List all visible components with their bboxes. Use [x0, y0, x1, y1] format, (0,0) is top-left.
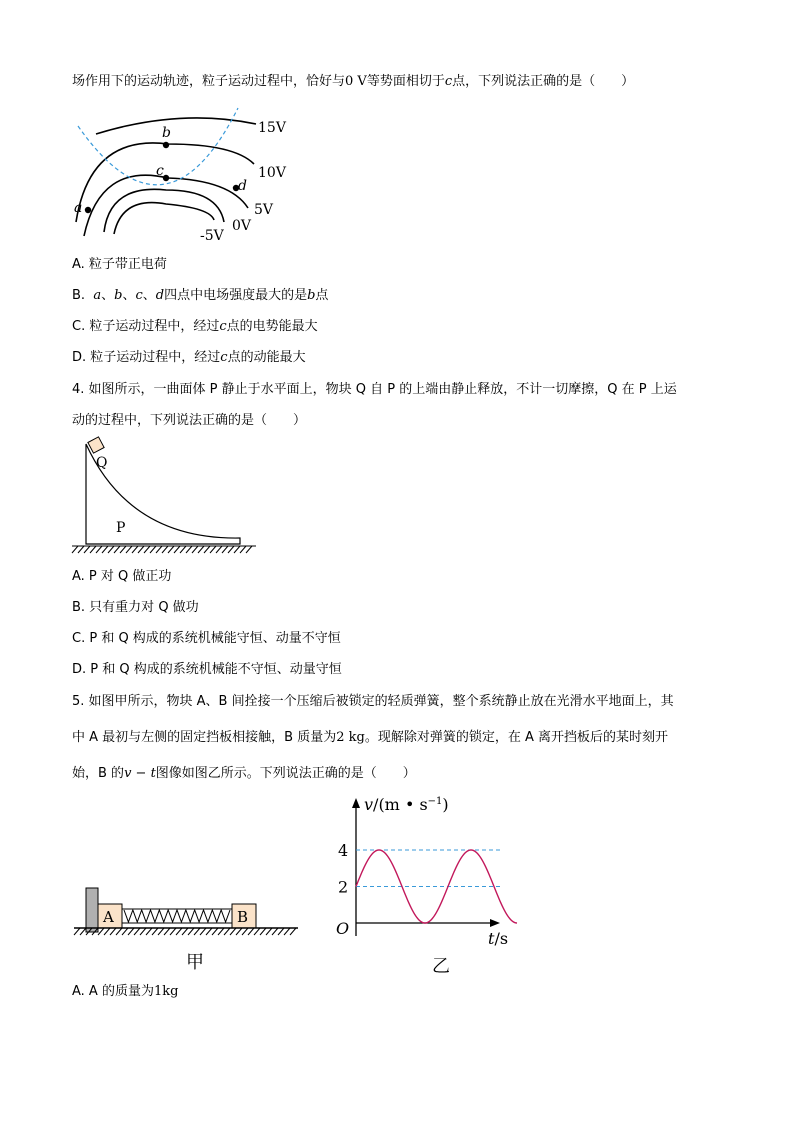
hatch-mark [182, 928, 188, 935]
hatch-mark [254, 928, 260, 935]
q5-option-a: A. A 的质量为1kg [72, 984, 179, 999]
hatch-mark [210, 546, 216, 553]
y-axis-label: v/(m • $s^{-1}$) [364, 795, 449, 814]
hatch-mark [266, 928, 272, 935]
hatch-mark [278, 928, 284, 935]
hatch-mark [104, 928, 110, 935]
x-axis-arrow [490, 919, 500, 927]
q5-stem-line2: 中 A 最初与左侧的固定挡板相接触，B 质量为2 kg。现解除对弹簧的锁定，在 A 离开挡板后的某时刻开 [72, 730, 668, 745]
hatch-mark [98, 928, 104, 935]
fixed-wall [86, 888, 98, 932]
hatch-mark [128, 928, 134, 935]
hatch-mark [152, 928, 158, 935]
q5-stem-line3: 始，B 的v − t图像如图乙所示。下列说法正确的是（ ） [72, 766, 416, 781]
hatch-mark [164, 928, 170, 935]
spring-system-figure [72, 880, 302, 975]
hatch-mark [138, 546, 144, 553]
label-block-a: A [103, 908, 114, 926]
hatch-mark [158, 928, 164, 935]
hatch-mark [206, 928, 212, 935]
hatch-mark [134, 928, 140, 935]
hatch-mark [74, 928, 80, 935]
hatch-mark [80, 928, 86, 935]
hatch-mark [216, 546, 222, 553]
equipotential-m5v [114, 203, 214, 234]
hatch-mark [110, 928, 116, 935]
hatch-mark [224, 928, 230, 935]
hatch-mark [200, 928, 206, 935]
hatch-mark [230, 928, 236, 935]
q3-option-a: A. 粒子带正电荷 [72, 257, 167, 272]
hatch-mark [248, 928, 254, 935]
q3-option-c: C. 粒子运动过程中，经过c点的电势能最大 [72, 319, 318, 334]
equipotential-10v [76, 143, 254, 222]
hatch-mark [188, 928, 194, 935]
tick-label-2: 2 [338, 877, 349, 897]
hatch-mark [122, 928, 128, 935]
hatch-mark [212, 928, 218, 935]
hatch-mark [108, 546, 114, 553]
hatch-mark [156, 546, 162, 553]
label-p: P [116, 520, 126, 536]
equipotential-5v [84, 175, 248, 236]
label-b: b [162, 125, 171, 141]
block-q [88, 437, 104, 453]
hatch-mark [120, 546, 126, 553]
hatch-mark [186, 546, 192, 553]
hatch-mark [90, 546, 96, 553]
equipotential-figure [70, 104, 300, 244]
hatch-mark [284, 928, 290, 935]
hatch-mark [246, 546, 252, 553]
hatch-mark [84, 546, 90, 553]
spring-coil [124, 910, 230, 922]
q4-option-a: A. P 对 Q 做正功 [72, 569, 172, 584]
label-block-b: B [237, 908, 249, 926]
hatch-mark [72, 546, 78, 553]
point-a [85, 207, 91, 213]
hatch-mark [242, 928, 248, 935]
caption-yi: 乙 [432, 956, 450, 977]
label-q: Q [96, 455, 108, 471]
q3-option-d: D. 粒子运动过程中，经过c点的动能最大 [72, 350, 306, 365]
hatch-mark [180, 546, 186, 553]
body-p [86, 444, 240, 544]
hatch-mark [78, 546, 84, 553]
hatch-mark [240, 546, 246, 553]
caption-jia: 甲 [186, 952, 204, 973]
hatch-mark [174, 546, 180, 553]
hatch-mark [140, 928, 146, 935]
hatch-mark [102, 546, 108, 553]
q4-stem-line2: 动的过程中，下列说法正确的是（ ） [72, 413, 307, 428]
hatch-mark [222, 546, 228, 553]
hatch-mark [218, 928, 224, 935]
y-axis-arrow [352, 798, 360, 808]
label-a: a [74, 200, 83, 216]
label-c: c [156, 163, 164, 179]
hatch-mark [234, 546, 240, 553]
hatch-mark [168, 546, 174, 553]
label-0v: 0V [232, 218, 252, 234]
hatch-mark [260, 928, 266, 935]
origin-label: O [336, 919, 350, 938]
q4-option-d: D. P 和 Q 构成的系统机械能不守恒、动量守恒 [72, 662, 342, 677]
hatch-mark [204, 546, 210, 553]
hatch-mark [96, 546, 102, 553]
label-10v: 10V [258, 165, 286, 181]
hatch-mark [194, 928, 200, 935]
hatch-mark [290, 928, 296, 935]
point-b [163, 142, 169, 148]
hatch-mark [114, 546, 120, 553]
q3-option-b: B. a、b、c、d四点中电场强度最大的是b点 [72, 288, 329, 303]
label-m5v: -5V [200, 228, 224, 244]
vt-chart [330, 790, 530, 980]
label-15v: 15V [258, 120, 286, 136]
equipotential-0v [104, 189, 224, 232]
hatch-mark [116, 928, 122, 935]
x-axis-label: t/s [488, 929, 509, 948]
q4-stem-line1: 4. 如图所示，一曲面体 P 静止于水平面上，物块 Q 自 P 的上端由静止释放，不计一切摩擦，Q 在 P 上运 [72, 382, 677, 397]
q5-stem-line1: 5. 如图甲所示，物块 A、B 间拴接一个压缩后被锁定的轻质弹簧，整个系统静止放在光滑水平地面上，其 [72, 694, 674, 709]
hatch-mark [162, 546, 168, 553]
hatch-mark [144, 546, 150, 553]
hatch-mark [170, 928, 176, 935]
hatch-mark [236, 928, 242, 935]
hatch-mark [132, 546, 138, 553]
hatch-mark [176, 928, 182, 935]
label-d: d [238, 178, 247, 194]
hatch-mark [146, 928, 152, 935]
hatch-mark [150, 546, 156, 553]
q4-option-b: B. 只有重力对 Q 做功 [72, 600, 199, 615]
tick-label-4: 4 [338, 841, 349, 860]
q4-option-c: C. P 和 Q 构成的系统机械能守恒、动量不守恒 [72, 631, 341, 646]
label-5v: 5V [254, 202, 274, 218]
hatch-mark [228, 546, 234, 553]
hatch-mark [126, 546, 132, 553]
curved-body-figure [70, 436, 260, 558]
hatch-mark [272, 928, 278, 935]
hatch-mark [192, 546, 198, 553]
hatch-mark [198, 546, 204, 553]
q3-stem: 场作用下的运动轨迹，粒子运动过程中，恰好与0 V等势面相切于c点，下列说法正确的是（ ） [72, 74, 635, 89]
